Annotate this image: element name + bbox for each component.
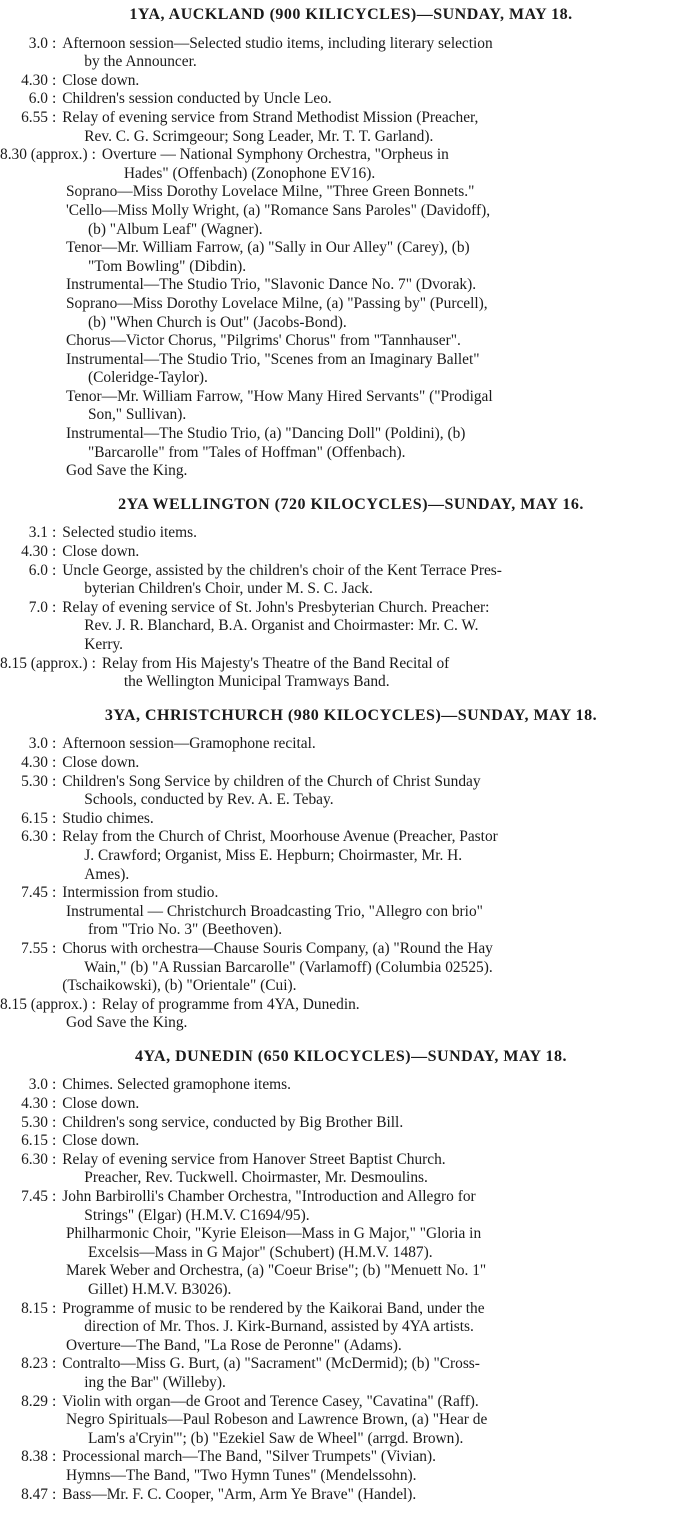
sub-line: 'Cello—Miss Molly Wright, (a) "Romance Sans Paroles" (Davidoff),	[66, 201, 491, 219]
station-title: 2YA WELLINGTON (720 KILOCYCLES)—SUNDAY, MAY 16.	[118, 495, 584, 513]
sub-item	[0, 903, 692, 940]
entry-line: Rev. J. R. Blanchard, B.A. Organist and Choirmaster: Mr. C. W.	[84, 617, 479, 635]
station-2ya	[0, 496, 692, 692]
programme-entry: 4.30 : Close down.	[0, 543, 692, 562]
programme-entry: 8.15 (approx.) : Relay from His Majesty's Theatre of the Band Recital of the Wellington Municipal Tramways Band.	[0, 655, 692, 692]
sub-line: "Barcarolle" from "Tales of Hoffman" (Offenbach).	[88, 443, 406, 461]
entry-line: Afternoon session—Selected studio items, including literary selection	[62, 34, 493, 52]
entry-line: Programme of music to be rendered by the Kaikorai Band, under the	[62, 1299, 485, 1317]
sub-line: Instrumental—The Studio Trio, "Scenes from an Imaginary Ballet"	[66, 350, 480, 368]
entry-line: Relay of programme from 4YA, Dunedin.	[101, 995, 360, 1013]
programme-page	[0, 6, 692, 1519]
sub-item	[0, 276, 692, 295]
station-title: 3YA, CHRISTCHURCH (980 KILOCYCLES)—SUNDAY, MAY 18.	[104, 706, 598, 724]
programme-entry: 4.30 : Close down.	[0, 754, 692, 773]
sub-item	[0, 462, 692, 481]
sub-item	[0, 183, 692, 202]
entry-line: byterian Children's Choir, under M. S. C. Jack.	[84, 580, 373, 598]
entry-line: Bass—Mr. F. C. Cooper, "Arm, Arm Ye Brave" (Handel).	[62, 1485, 417, 1503]
entry-time: 4.30	[21, 71, 48, 89]
sub-line: Excelsis—Mass in G Major" (Schubert) (H.M.V. 1487).	[88, 1243, 433, 1261]
entry-line: Hades" (Offenbach) (Zonophone EV16).	[123, 164, 376, 182]
entry-line: Processional march—The Band, "Silver Trumpets" (Vivian).	[62, 1448, 436, 1466]
entry-time: 8.15 (approx.)	[0, 995, 88, 1013]
sub-item	[0, 1411, 692, 1448]
sub-line: Tenor—Mr. William Farrow, (a) "Sally in Our Alley" (Carey), (b)	[66, 239, 470, 257]
programme-entry: 8.30 (approx.) : Overture — National Symphony Orchestra, "Orpheus in Hades" (Offenbach) (Zonophone EV16).	[0, 146, 692, 183]
programme-entry: 3.1 : Selected studio items.	[0, 524, 692, 543]
sub-line: Instrumental — Christchurch Broadcasting Trio, "Allegro con brio"	[66, 902, 483, 920]
sub-item	[0, 332, 692, 351]
entry-line: Preacher, Rev. Tuckwell. Choirmaster, Mr. Desmoulins.	[84, 1169, 428, 1187]
sub-line: "Tom Bowling" (Dibdin).	[88, 257, 247, 275]
entry-line: J. Crawford; Organist, Miss E. Hepburn; Choirmaster, Mr. H.	[84, 846, 463, 864]
programme-entry: 5.30 : Children's Song Service by children of the Church of Christ Sunday Schools, conducted by Rev. A. E. Tebay.	[0, 773, 692, 810]
sub-item	[0, 202, 692, 239]
sub-line: God Save the King.	[66, 1014, 188, 1032]
programme-entry: 3.0 : Afternoon session—Selected studio items, including literary selection by the Announcer.	[0, 35, 692, 72]
sub-item	[0, 1225, 692, 1262]
entry-line: Schools, conducted by Rev. A. E. Tebay.	[84, 791, 334, 809]
entry-line: (Tschaikowski), (b) "Orientale" (Cui).	[62, 977, 297, 995]
sub-item	[0, 1014, 692, 1033]
programme-entry: 8.38 : Processional march—The Band, "Silver Trumpets" (Vivian).	[0, 1448, 692, 1467]
sub-line: Philharmonic Choir, "Kyrie Eleison—Mass in G Major," "Gloria in	[66, 1225, 482, 1243]
entry-time: 8.15 (approx.)	[0, 654, 88, 672]
entry-line: Contralto—Miss G. Burt, (a) "Sacrament" (McDermid); (b) "Cross-	[62, 1355, 480, 1373]
entry-line: Children's session conducted by Uncle Leo.	[62, 90, 332, 108]
entry-time: 8.30 (approx.)	[0, 146, 88, 164]
entry-time: 4.30	[21, 1095, 48, 1113]
entry-line: Studio chimes.	[62, 809, 154, 827]
sub-line: Tenor—Mr. William Farrow, "How Many Hired Servants" ("Prodigal	[66, 387, 493, 405]
entry-line: Relay of evening service of St. John's Presbyterian Church. Preacher:	[62, 598, 490, 616]
entry-line: ing the Bar" (Willeby).	[84, 1373, 226, 1391]
entry-time: 6.15	[21, 1132, 48, 1150]
programme-entry: 8.15 : Programme of music to be rendered by the Kaikorai Band, under the direction of Mr. Thos. J. Kirk-Burnand, assisted by 4YA artists.	[0, 1300, 692, 1337]
entry-time: 4.30	[21, 753, 48, 771]
sub-item	[0, 388, 692, 425]
sub-line: Soprano—Miss Dorothy Lovelace Milne, "Three Green Bonnets."	[66, 183, 475, 201]
programme-entry: 6.0 : Children's session conducted by Uncle Leo.	[0, 90, 692, 109]
entry-time: 3.0	[28, 1076, 48, 1094]
sub-line: Hymns—The Band, "Two Hymn Tunes" (Mendelssohn).	[66, 1466, 417, 1484]
entry-time: 4.30	[21, 543, 48, 561]
entry-time: 6.0	[28, 561, 48, 579]
entry-time: 6.15	[21, 809, 48, 827]
entry-line: Rev. C. G. Scrimgeour; Song Leader, Mr. T. T. Garland).	[84, 127, 434, 145]
programme-entry: 7.45 : John Barbirolli's Chamber Orchestra, "Introduction and Allegro for Strings" (Elgar) (H.M.V. C1694/95).	[0, 1188, 692, 1225]
entry-time: 7.0	[28, 598, 48, 616]
sub-line: Son," Sullivan).	[88, 406, 187, 424]
entry-time: 6.30	[21, 828, 48, 846]
sub-line: Negro Spirituals—Paul Robeson and Lawrence Brown, (a) "Hear de	[66, 1411, 488, 1429]
programme-entry: 6.0 : Uncle George, assisted by the children's choir of the Kent Terrace Pres- byterian Children's Choir, under M. S. C. Jack.	[0, 562, 692, 599]
programme-entry: 8.29 : Violin with organ—de Groot and Terence Casey, "Cavatina" (Raff).	[0, 1393, 692, 1412]
sub-item	[0, 1467, 692, 1486]
entry-line: Close down.	[62, 543, 140, 561]
entry-time: 3.0	[28, 34, 48, 52]
entry-line: Close down.	[62, 1095, 140, 1113]
entry-time: 5.30	[21, 1113, 48, 1131]
sub-item	[0, 351, 692, 388]
programme-entry: 3.0 : Afternoon session—Gramophone recital.	[0, 735, 692, 754]
sub-item	[0, 1262, 692, 1299]
entry-line: by the Announcer.	[84, 53, 197, 71]
sub-line: God Save the King.	[66, 462, 188, 480]
entry-line: Violin with organ—de Groot and Terence Casey, "Cavatina" (Raff).	[62, 1392, 479, 1410]
station-title: 1YA, AUCKLAND (900 KILICYCLES)—SUNDAY, MAY 18.	[129, 6, 573, 23]
entry-time: 7.45	[21, 1188, 48, 1206]
sub-item	[0, 1337, 692, 1356]
entry-line: Wain," (b) "A Russian Barcarolle" (Varlamoff) (Columbia 02525).	[84, 958, 493, 976]
station-4ya	[0, 1048, 692, 1504]
station-1ya	[0, 6, 692, 481]
sub-item	[0, 295, 692, 332]
programme-entry: 7.55 : Chorus with orchestra—Chause Souris Company, (a) "Round the Hay Wain," (b) "A Russian Barcarolle" (Varlamoff) (Columbia 02525). (Tschaikowski), (b) "Orientale" (Cui).	[0, 940, 692, 996]
programme-entry: 6.30 : Relay of evening service from Hanover Street Baptist Church. Preacher, Rev. Tuckwell. Choirmaster, Mr. Desmoulins.	[0, 1151, 692, 1188]
programme-entry: 4.30 : Close down.	[0, 1095, 692, 1114]
station-3ya	[0, 707, 692, 1033]
programme-entry: 5.30 : Children's song service, conducted by Big Brother Bill.	[0, 1114, 692, 1133]
entry-line: Close down.	[62, 1132, 140, 1150]
entry-line: Children's song service, conducted by Big Brother Bill.	[62, 1113, 404, 1131]
entry-line: Chimes. Selected gramophone items.	[62, 1076, 291, 1094]
sub-line: Lam's a'Cryin'"; (b) "Ezekiel Saw de Wheel" (arrgd. Brown).	[88, 1429, 464, 1447]
sub-line: Instrumental—The Studio Trio, (a) "Dancing Doll" (Poldini), (b)	[66, 425, 466, 443]
programme-entry: 8.47 : Bass—Mr. F. C. Cooper, "Arm, Arm Ye Brave" (Handel).	[0, 1486, 692, 1505]
entry-line: Afternoon session—Gramophone recital.	[62, 735, 316, 753]
entry-line: Overture — National Symphony Orchestra, "Orpheus in	[101, 146, 449, 164]
entry-time: 3.1	[28, 524, 48, 542]
entry-time: 7.55	[21, 939, 48, 957]
entry-time: 7.45	[21, 884, 48, 902]
sub-item	[0, 239, 692, 276]
entry-line: Relay from His Majesty's Theatre of the Band Recital of	[101, 654, 450, 672]
programme-entry: 7.0 : Relay of evening service of St. John's Presbyterian Church. Preacher: Rev. J. R. Blanchard, B.A. Organist and Choirmaster: Mr. C. W. Kerry.	[0, 599, 692, 655]
entry-time: 8.47	[21, 1485, 48, 1503]
entry-time: 3.0	[28, 735, 48, 753]
entry-time: 8.29	[21, 1392, 48, 1410]
sub-line: Gillet) H.M.V. B3026).	[88, 1281, 232, 1298]
programme-entry: 6.30 : Relay from the Church of Christ, Moorhouse Avenue (Preacher, Pastor J. Crawford; Organist, Miss E. Hepburn; Choirmaster, Mr. H. Ames).	[0, 828, 692, 884]
sub-line: Overture—The Band, "La Rose de Peronne" (Adams).	[66, 1336, 402, 1354]
programme-entry: 6.15 : Close down.	[0, 1132, 692, 1151]
entry-time: 8.23	[21, 1355, 48, 1373]
entry-line: Ames).	[84, 865, 130, 883]
entry-line: Chorus with orchestra—Chause Souris Company, (a) "Round the Hay	[62, 939, 493, 957]
entry-time: 6.0	[28, 90, 48, 108]
entry-time: 8.38	[21, 1448, 48, 1466]
entry-line: Selected studio items.	[62, 524, 197, 542]
entry-line: John Barbirolli's Chamber Orchestra, "Introduction and Allegro for	[62, 1188, 476, 1206]
entry-line: Relay of evening service from Hanover Street Baptist Church.	[62, 1150, 446, 1168]
sub-line: (b) "When Church is Out" (Jacobs-Bond).	[88, 313, 347, 331]
sub-line: Instrumental—The Studio Trio, "Slavonic Dance No. 7" (Dvorak).	[66, 276, 477, 294]
entry-line: Close down.	[62, 71, 140, 89]
entry-line: Kerry.	[84, 636, 124, 653]
sub-line: Soprano—Miss Dorothy Lovelace Milne, (a) "Passing by" (Purcell),	[66, 294, 488, 312]
programme-entry: 3.0 : Chimes. Selected gramophone items.	[0, 1076, 692, 1095]
programme-entry: 8.15 (approx.) : Relay of programme from 4YA, Dunedin.	[0, 996, 692, 1015]
programme-entry: 4.30 : Close down.	[0, 72, 692, 91]
programme-entry: 6.15 : Studio chimes.	[0, 810, 692, 829]
entry-line: Relay from the Church of Christ, Moorhouse Avenue (Preacher, Pastor	[62, 828, 498, 846]
sub-line: (Coleridge-Taylor).	[88, 369, 208, 387]
entry-line: direction of Mr. Thos. J. Kirk-Burnand, assisted by 4YA artists.	[84, 1318, 474, 1336]
station-title: 4YA, DUNEDIN (650 KILOCYCLES)—SUNDAY, MAY 18.	[134, 1047, 568, 1065]
programme-entry: 7.45 : Intermission from studio.	[0, 884, 692, 903]
entry-line: Relay of evening service from Strand Methodist Mission (Preacher,	[62, 108, 479, 126]
sub-line: Chorus—Victor Chorus, "Pilgrims' Chorus" from "Tannhauser".	[66, 332, 461, 350]
entry-time: 6.55	[21, 108, 48, 126]
entry-line: Strings" (Elgar) (H.M.V. C1694/95).	[84, 1206, 310, 1224]
sub-item	[0, 425, 692, 462]
entry-line: Children's Song Service by children of the Church of Christ Sunday	[62, 772, 481, 790]
entry-time: 6.30	[21, 1150, 48, 1168]
sub-line: (b) "Album Leaf" (Wagner).	[88, 220, 263, 238]
entry-line: the Wellington Municipal Tramways Band.	[123, 673, 390, 691]
entry-time: 5.30	[21, 772, 48, 790]
entry-line: Close down.	[62, 753, 140, 771]
programme-entry: 8.23 : Contralto—Miss G. Burt, (a) "Sacrament" (McDermid); (b) "Cross- ing the Bar" (Willeby).	[0, 1355, 692, 1392]
programme-entry: 6.55 : Relay of evening service from Strand Methodist Mission (Preacher, Rev. C. G. Scrimgeour; Song Leader, Mr. T. T. Garland).	[0, 109, 692, 146]
entry-line: Uncle George, assisted by the children's choir of the Kent Terrace Pres-	[62, 561, 502, 579]
sub-line: Marek Weber and Orchestra, (a) "Coeur Brise"; (b) "Menuett No. 1"	[66, 1262, 487, 1280]
entry-line: Intermission from studio.	[62, 884, 219, 902]
entry-time: 8.15	[21, 1299, 48, 1317]
sub-line: from "Trio No. 3" (Beethoven).	[88, 921, 283, 939]
